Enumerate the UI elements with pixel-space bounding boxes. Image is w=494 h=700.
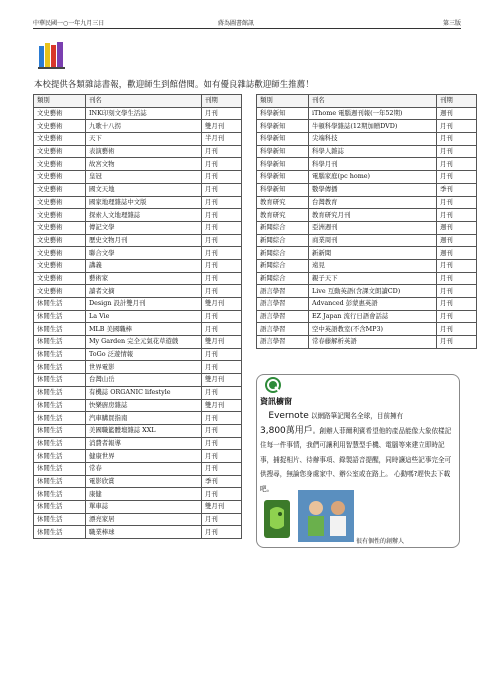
right-table-body <box>257 107 477 348</box>
cell-title: 電影欣賞 <box>86 475 202 488</box>
table-row <box>34 209 242 222</box>
table-row <box>34 501 242 514</box>
cell-title: 單車誌 <box>86 501 202 514</box>
cell-title: INK印刻文學生活誌 <box>86 107 202 120</box>
cell-title: 遠見 <box>309 259 437 272</box>
cell-category: 文史藝術 <box>34 145 86 158</box>
cell-category: 科學新知 <box>257 145 309 158</box>
cell-frequency: 月刊 <box>437 120 477 133</box>
cell-category: 科學新知 <box>257 133 309 146</box>
table-row <box>257 298 477 311</box>
cell-category: 文史藝術 <box>34 133 86 146</box>
table-row <box>257 285 477 298</box>
table-row <box>257 133 477 146</box>
cell-frequency: 季刊 <box>437 183 477 196</box>
cell-frequency: 月刊 <box>437 209 477 222</box>
table-row <box>34 259 242 272</box>
cell-category: 文史藝術 <box>34 247 86 260</box>
cell-title: 台灣山岳 <box>86 374 202 387</box>
header-date: 中華民國一○一年九月三日 <box>33 20 105 27</box>
cell-title: 天下 <box>86 133 202 146</box>
cell-category: 休閒生活 <box>34 348 86 361</box>
info-users: 3,800萬用戶 <box>260 425 313 436</box>
table-row <box>34 183 242 196</box>
cell-title: La Vie <box>86 310 202 323</box>
cell-category: 休閒生活 <box>34 336 86 349</box>
cell-frequency: 月刊 <box>202 145 242 158</box>
cell-title: 歷史文物月刊 <box>86 234 202 247</box>
cell-title: 快樂廚房雜誌 <box>86 399 202 412</box>
cell-frequency: 月刊 <box>437 259 477 272</box>
cell-frequency: 雙月刊 <box>202 298 242 311</box>
table-row <box>34 285 242 298</box>
cell-category: 休閒生活 <box>34 374 86 387</box>
cell-frequency: 月刊 <box>437 272 477 285</box>
table-row <box>34 323 242 336</box>
cell-frequency: 月刊 <box>437 171 477 184</box>
cell-title: 九歌十八拐 <box>86 120 202 133</box>
table-row <box>34 450 242 463</box>
cell-category: 文史藝術 <box>34 171 86 184</box>
cell-frequency: 月刊 <box>202 234 242 247</box>
table-row <box>257 171 477 184</box>
table-row <box>257 209 477 222</box>
right-magazine-table <box>256 94 477 349</box>
cell-frequency: 月刊 <box>437 298 477 311</box>
table-row <box>34 412 242 425</box>
cell-category: 文史藝術 <box>34 221 86 234</box>
cell-category: 語言學習 <box>257 336 309 349</box>
cell-title: Live 互動英語(含課文朗讀CD) <box>309 285 437 298</box>
cell-frequency: 雙月刊 <box>202 399 242 412</box>
cell-frequency: 月刊 <box>202 221 242 234</box>
cell-category: 文史藝術 <box>34 259 86 272</box>
cell-frequency: 月刊 <box>202 450 242 463</box>
header-category: 類別 <box>34 95 86 108</box>
cell-title: 探索人文地理雜誌 <box>86 209 202 222</box>
table-row <box>34 171 242 184</box>
table-row <box>34 437 242 450</box>
table-row <box>257 145 477 158</box>
cell-category: 休閒生活 <box>34 462 86 475</box>
table-row <box>257 247 477 260</box>
cell-frequency: 月刊 <box>437 158 477 171</box>
cell-title: 親子天下 <box>309 272 437 285</box>
cell-category: 新聞綜合 <box>257 259 309 272</box>
cell-title: 美國職籃體壇雜誌 XXL <box>86 424 202 437</box>
cell-category: 文史藝術 <box>34 120 86 133</box>
cell-frequency: 月刊 <box>202 348 242 361</box>
cell-title: 消費者報導 <box>86 437 202 450</box>
founder-photo <box>298 490 354 542</box>
table-row <box>34 120 242 133</box>
cell-title: 商業周刊 <box>309 234 437 247</box>
table-row <box>34 462 242 475</box>
cell-frequency: 月刊 <box>202 323 242 336</box>
cell-frequency: 月刊 <box>202 386 242 399</box>
cell-category: 文史藝術 <box>34 285 86 298</box>
cell-frequency: 週刊 <box>437 247 477 260</box>
cell-frequency: 月刊 <box>437 285 477 298</box>
cell-category: 休閒生活 <box>34 298 86 311</box>
cell-frequency: 月刊 <box>202 361 242 374</box>
table-row <box>34 336 242 349</box>
cell-category: 休閒生活 <box>34 475 86 488</box>
cell-category: 文史藝術 <box>34 158 86 171</box>
cell-title: 科學月刊 <box>309 158 437 171</box>
cell-category: 文史藝術 <box>34 209 86 222</box>
cell-category: 休閒生活 <box>34 437 86 450</box>
cell-category: 休閒生活 <box>34 386 86 399</box>
cell-title: 教育研究月刊 <box>309 209 437 222</box>
cell-category: 語言學習 <box>257 323 309 336</box>
header-title: 蔣為圖書館訊 <box>218 20 255 27</box>
cell-category: 語言學習 <box>257 310 309 323</box>
cell-title: 講義 <box>86 259 202 272</box>
cell-frequency: 月刊 <box>202 513 242 526</box>
table-row <box>257 158 477 171</box>
cell-category: 語言學習 <box>257 298 309 311</box>
cell-title: 表演藝術 <box>86 145 202 158</box>
cell-title: 故宮文物 <box>86 158 202 171</box>
cell-title: EZ Japan 流行日語會話誌 <box>309 310 437 323</box>
cell-title: ToGo 泛遊情報 <box>86 348 202 361</box>
cell-title: MLB 美國職棒 <box>86 323 202 336</box>
table-row <box>257 310 477 323</box>
cell-title: 汽車購買指南 <box>86 412 202 425</box>
header-title: 刊名 <box>309 95 437 108</box>
header-frequency: 刊期 <box>437 95 477 108</box>
cell-title: 傳記文學 <box>86 221 202 234</box>
table-row <box>34 221 242 234</box>
cell-frequency: 月刊 <box>202 183 242 196</box>
table-row <box>34 361 242 374</box>
cell-title: 電腦家庭(pc home) <box>309 171 437 184</box>
cell-title: 藝術家 <box>86 272 202 285</box>
cell-title: 台灣教育 <box>309 196 437 209</box>
cell-frequency: 雙月刊 <box>202 336 242 349</box>
cell-frequency: 月刊 <box>202 272 242 285</box>
cell-category: 休閒生活 <box>34 323 86 336</box>
cell-category: 休閒生活 <box>34 310 86 323</box>
cell-frequency: 月刊 <box>202 196 242 209</box>
table-row <box>34 424 242 437</box>
cell-frequency: 月刊 <box>202 209 242 222</box>
cell-title: Design 設計雙月刊 <box>86 298 202 311</box>
table-row <box>34 526 242 539</box>
cell-title: 尖端科技 <box>309 133 437 146</box>
search-magnifier-icon <box>264 376 282 394</box>
books-icon <box>38 40 66 70</box>
info-line2: 。創辦人菲爾利賓希望他的產品能像大象依樣記住每一件事情，我們可讓利用智慧型手機、電腦等來建立即時記事，捕捉相片、待辦事項、錄製語音提醒，同時讓這些記事完全可供搜尋，無論您身處家中、辦公室或在路上。 心動嗎?趕快去下載吧。 <box>260 426 452 493</box>
cell-title: iThome 電腦週刊報(一年52期) <box>309 107 437 120</box>
cell-category: 科學新知 <box>257 107 309 120</box>
photo-caption: 很有個性的創辦人 <box>356 538 405 545</box>
info-line1: 以網路筆記聞名全球，目前擁有 <box>308 412 404 420</box>
cell-frequency: 月刊 <box>202 310 242 323</box>
table-row <box>257 221 477 234</box>
table-row <box>34 310 242 323</box>
cell-category: 新聞綜合 <box>257 234 309 247</box>
info-body <box>260 409 456 496</box>
cell-frequency: 季刊 <box>202 475 242 488</box>
header-category: 類別 <box>257 95 309 108</box>
cell-category: 新聞綜合 <box>257 221 309 234</box>
table-row <box>34 513 242 526</box>
table-row <box>34 158 242 171</box>
left-table-body <box>34 107 242 538</box>
page-header <box>33 16 461 29</box>
cell-category: 文史藝術 <box>34 234 86 247</box>
cell-title: 國文天地 <box>86 183 202 196</box>
cell-category: 新聞綜合 <box>257 247 309 260</box>
cell-category: 文史藝術 <box>34 183 86 196</box>
table-row <box>34 399 242 412</box>
table-row <box>34 488 242 501</box>
cell-title: 漂亮家居 <box>86 513 202 526</box>
cell-category: 文史藝術 <box>34 107 86 120</box>
cell-title: 常春藤解析英語 <box>309 336 437 349</box>
cell-category: 休閒生活 <box>34 424 86 437</box>
table-row <box>34 374 242 387</box>
cell-title: 數學傳播 <box>309 183 437 196</box>
cell-category: 休閒生活 <box>34 488 86 501</box>
table-row <box>34 272 242 285</box>
header-frequency: 刊期 <box>202 95 242 108</box>
cell-category: 休閒生活 <box>34 450 86 463</box>
cell-category: 語言學習 <box>257 285 309 298</box>
cell-frequency: 月刊 <box>202 259 242 272</box>
cell-frequency: 月刊 <box>202 488 242 501</box>
table-row <box>34 386 242 399</box>
cell-frequency: 月刊 <box>437 196 477 209</box>
table-header-row <box>34 95 242 108</box>
table-row <box>34 145 242 158</box>
cell-title: 亞洲週刊 <box>309 221 437 234</box>
cell-title: 讀者文摘 <box>86 285 202 298</box>
header-title: 刊名 <box>86 95 202 108</box>
table-row <box>257 196 477 209</box>
cell-category: 科學新知 <box>257 171 309 184</box>
table-row <box>34 234 242 247</box>
cell-frequency: 雙月刊 <box>202 501 242 514</box>
cell-frequency: 月刊 <box>202 171 242 184</box>
cell-title: 新新聞 <box>309 247 437 260</box>
cell-title: 科學人雜誌 <box>309 145 437 158</box>
cell-category: 休閒生活 <box>34 412 86 425</box>
cell-frequency: 月刊 <box>437 133 477 146</box>
cell-frequency: 週刊 <box>437 234 477 247</box>
cell-frequency: 月刊 <box>202 526 242 539</box>
cell-category: 教育研究 <box>257 209 309 222</box>
cell-category: 休閒生活 <box>34 361 86 374</box>
cell-frequency: 雙月刊 <box>202 120 242 133</box>
table-row <box>34 348 242 361</box>
cell-title: 有機誌 ORGANIC lifestyle <box>86 386 202 399</box>
table-row <box>257 323 477 336</box>
cell-category: 文史藝術 <box>34 196 86 209</box>
table-row <box>257 336 477 349</box>
info-title: 資訊櫥窗 <box>260 397 292 406</box>
cell-category: 科學新知 <box>257 158 309 171</box>
cell-category: 科學新知 <box>257 183 309 196</box>
cell-frequency: 月刊 <box>202 412 242 425</box>
left-magazine-table <box>33 94 242 539</box>
evernote-elephant-icon <box>264 500 290 538</box>
cell-frequency: 月刊 <box>202 437 242 450</box>
table-row <box>257 120 477 133</box>
table-row <box>257 107 477 120</box>
table-row <box>257 272 477 285</box>
intro-text: 本校提供各類雜誌書報，歡迎師生到館借閱。如有優良雜誌歡迎師生推薦！ <box>34 79 314 89</box>
cell-title: 職業棒球 <box>86 526 202 539</box>
cell-frequency: 月刊 <box>202 158 242 171</box>
table-row <box>257 234 477 247</box>
cell-category: 教育研究 <box>257 196 309 209</box>
table-row <box>34 133 242 146</box>
cell-title: 皇冠 <box>86 171 202 184</box>
table-row <box>257 259 477 272</box>
cell-category: 休閒生活 <box>34 513 86 526</box>
cell-frequency: 週刊 <box>437 107 477 120</box>
table-row <box>34 107 242 120</box>
cell-title: 康健 <box>86 488 202 501</box>
cell-title: 牛頓科學雜誌(12期加贈DVD) <box>309 120 437 133</box>
cell-title: My Garden 完全元氣花草遊戲 <box>86 336 202 349</box>
table-row <box>34 298 242 311</box>
cell-frequency: 雙月刊 <box>202 374 242 387</box>
cell-frequency: 月刊 <box>202 424 242 437</box>
cell-frequency: 月刊 <box>202 107 242 120</box>
cell-frequency: 月刊 <box>202 285 242 298</box>
cell-title: 世界電影 <box>86 361 202 374</box>
cell-category: 文史藝術 <box>34 272 86 285</box>
cell-title: 健康世界 <box>86 450 202 463</box>
cell-frequency: 月刊 <box>202 247 242 260</box>
cell-title: 國家地理雜誌中文版 <box>86 196 202 209</box>
cell-title: 空中英語教室(不含MP3) <box>309 323 437 336</box>
cell-frequency: 月刊 <box>437 145 477 158</box>
cell-title: Advanced 彭蒙惠英語 <box>309 298 437 311</box>
table-row <box>34 196 242 209</box>
table-header-row <box>257 95 477 108</box>
table-row <box>257 183 477 196</box>
cell-category: 休閒生活 <box>34 501 86 514</box>
cell-category: 新聞綜合 <box>257 272 309 285</box>
cell-category: 休閒生活 <box>34 399 86 412</box>
cell-frequency: 月刊 <box>202 462 242 475</box>
table-row <box>34 475 242 488</box>
table-row <box>34 247 242 260</box>
cell-title: 聯合文學 <box>86 247 202 260</box>
cell-category: 休閒生活 <box>34 526 86 539</box>
cell-frequency: 週刊 <box>437 221 477 234</box>
cell-frequency: 月刊 <box>437 310 477 323</box>
cell-frequency: 月刊 <box>437 336 477 349</box>
info-brand: Evernote <box>268 411 309 421</box>
cell-frequency: 半月刊 <box>202 133 242 146</box>
cell-category: 科學新知 <box>257 120 309 133</box>
cell-title: 常春 <box>86 462 202 475</box>
header-page-number: 第三版 <box>442 20 461 27</box>
cell-frequency: 月刊 <box>437 323 477 336</box>
